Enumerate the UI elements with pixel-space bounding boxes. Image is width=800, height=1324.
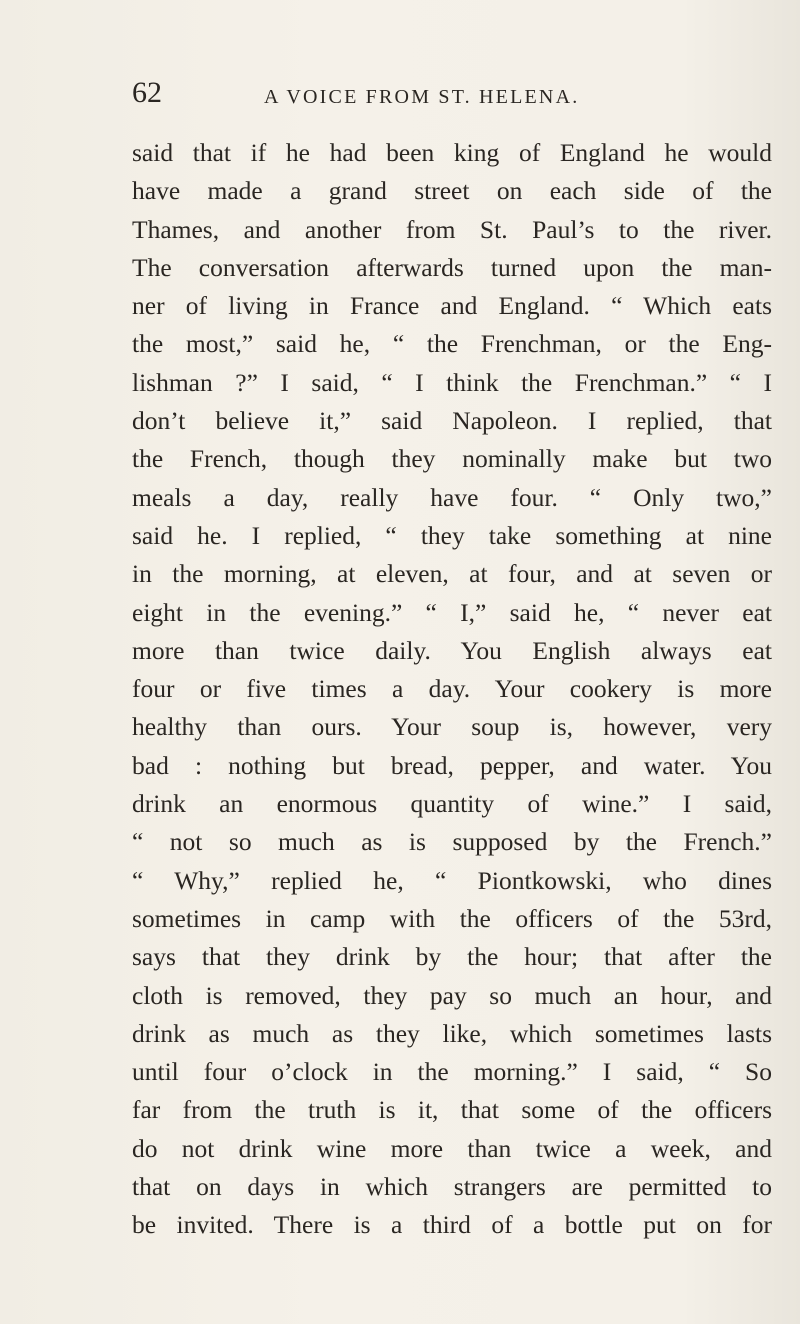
text-line: more than twice daily. You English always eat bbox=[132, 635, 772, 665]
text-line: ner of living in France and England. “ Which eats bbox=[132, 291, 772, 321]
text-line: Thames, and another from St. Paul’s to the river. bbox=[132, 214, 772, 244]
text-line: do not drink wine more than twice a week, and bbox=[132, 1133, 772, 1163]
text-line: eight in the evening.” “ I,” said he, “ never eat bbox=[132, 597, 772, 627]
text-line: drink an enormous quantity of wine.” I said, bbox=[132, 789, 772, 819]
text-line: lishman ?” I said, “ I think the Frenchman.” “ I bbox=[132, 367, 772, 397]
text-line: meals a day, really have four. “ Only two,” bbox=[132, 482, 772, 512]
text-line: cloth is removed, they pay so much an hour, and bbox=[132, 980, 772, 1010]
text-line: the French, though they nominally make but two bbox=[132, 444, 772, 474]
text-line: “ not so much as is supposed by the French.” bbox=[132, 827, 772, 857]
text-line: far from the truth is it, that some of the officers bbox=[132, 1095, 772, 1125]
text-line: the most,” said he, “ the Frenchman, or the Eng- bbox=[132, 329, 772, 359]
page-number: 62 bbox=[132, 76, 162, 109]
text-line: “ Why,” replied he, “ Piontkowski, who dines bbox=[132, 865, 772, 895]
text-line: bad : nothing but bread, pepper, and water. You bbox=[132, 750, 772, 780]
text-line: The conversation afterwards turned upon the man- bbox=[132, 252, 772, 282]
text-line: be invited. There is a third of a bottle put on for bbox=[132, 1210, 772, 1240]
body-text bbox=[132, 134, 772, 1245]
text-line: have made a grand street on each side of the bbox=[132, 176, 772, 206]
text-line: said he. I replied, “ they take something at nine bbox=[132, 520, 772, 550]
text-line: said that if he had been king of England he would bbox=[132, 138, 772, 167]
text-line: until four o’clock in the morning.” I said, “ So bbox=[132, 1057, 772, 1087]
text-line: says that they drink by the hour; that after the bbox=[132, 942, 772, 972]
text-line: four or five times a day. Your cookery is more bbox=[132, 674, 772, 704]
running-head bbox=[132, 76, 772, 116]
running-title: A VOICE FROM ST. HELENA. bbox=[264, 86, 580, 108]
text-line: sometimes in camp with the officers of the 53rd, bbox=[132, 903, 772, 933]
text-line: drink as much as they like, which sometimes lasts bbox=[132, 1018, 772, 1048]
text-line: in the morning, at eleven, at four, and at seven or bbox=[132, 559, 772, 589]
text-line: don’t believe it,” said Napoleon. I replied, that bbox=[132, 406, 772, 436]
text-line: that on days in which strangers are permitted to bbox=[132, 1172, 772, 1202]
text-line: healthy than ours. Your soup is, however, very bbox=[132, 712, 772, 742]
